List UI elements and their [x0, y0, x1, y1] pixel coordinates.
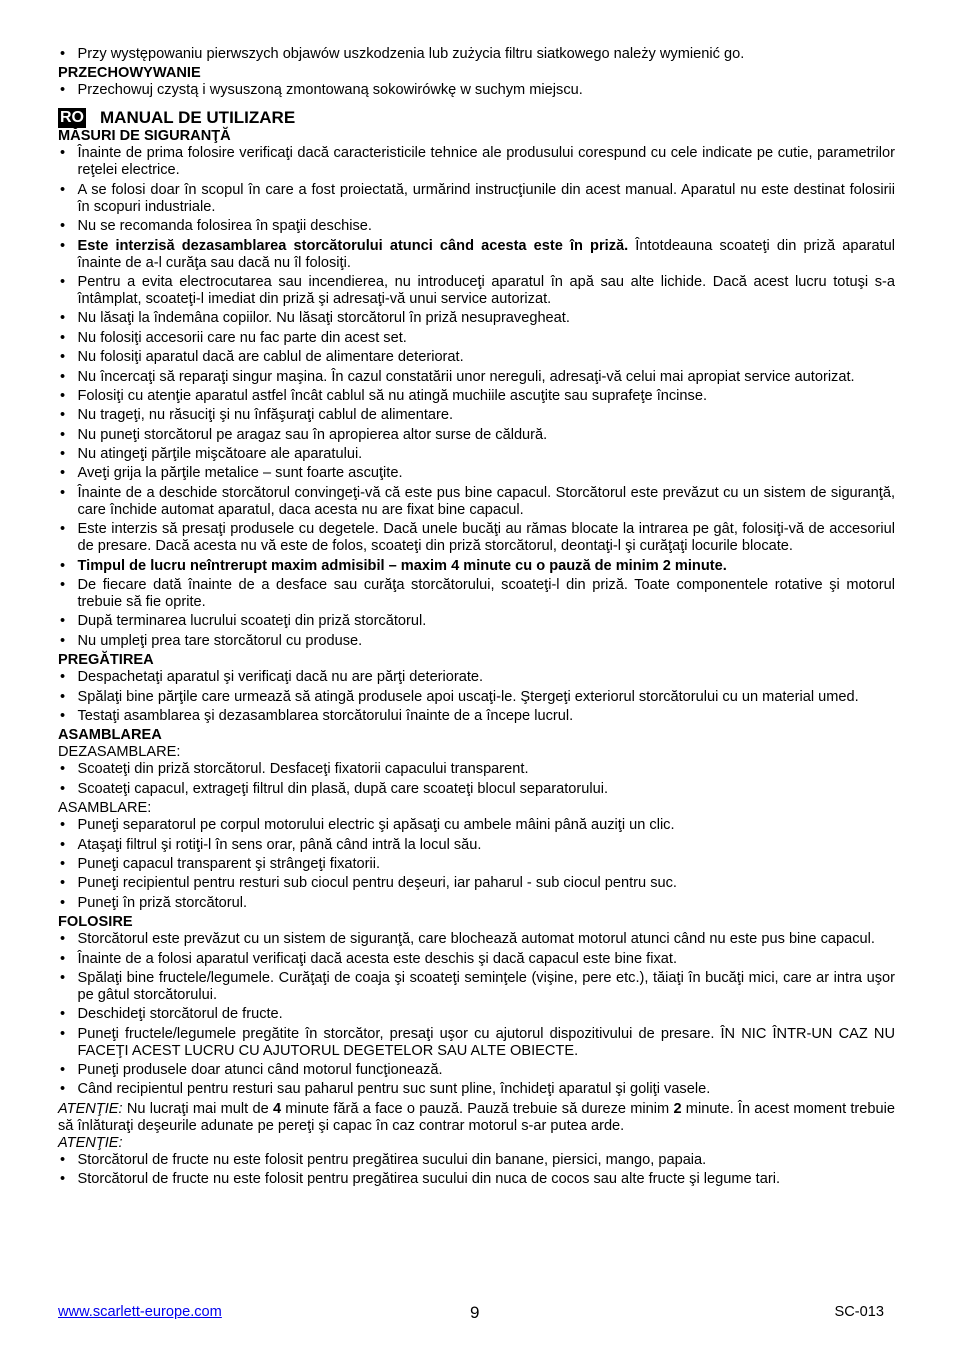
list-item: • Scoateţi din priză storcătorul. Desfaceţi fixatorii capacului transparent.: [58, 761, 895, 778]
attention-paragraph: [58, 1101, 895, 1135]
language-badge: RO: [60, 109, 84, 127]
list-item: • Testaţi asamblarea şi dezasamblarea storcătorului înainte de a începe lucrul.: [58, 708, 895, 725]
list-item: • Deschideţi storcătorul de fructe.: [58, 1006, 895, 1023]
item-text: De fiecare dată înainte de a desface sau curăţa storcătorului, scoateţi-l din priză. Toate componentele rotative şi motorul trebuie să fie oprite.: [77, 577, 895, 611]
page-footer: [58, 1304, 884, 1324]
website-link[interactable]: www.scarlett-europe.com: [58, 1304, 222, 1320]
list-item: • Înainte de a folosi aparatul verificaţi dacă acesta este deschis şi dacă capacul este bine fixat.: [58, 951, 895, 968]
list-item: [58, 274, 895, 308]
list-item: [58, 310, 895, 327]
list-item: • Puneţi produsele doar atunci când motorul funcţionează.: [58, 1062, 895, 1079]
item-text: A se folosi doar în scopul în care a fost proiectată, urmărind instrucţiunile din acest manual. Aparatul nu este destinat folosirii în scopuri industriale.: [77, 181, 895, 215]
attention-text: Nu lucraţi mai mult de: [122, 1100, 273, 1117]
item-text: Nu încercaţi să reparaţi singur maşina. În cazul constatării unor nereguli, adresaţi-vă celui mai apropiat service autorizat.: [77, 368, 855, 385]
manual-title: MANUAL DE UTILIZARE: [100, 108, 296, 128]
item-text: Întotdeauna scoateţi din priză aparatul înainte de a-l curăţa sau dacă nu îl folosiţi.: [77, 237, 895, 271]
subheading-assembly: ASAMBLARE:: [58, 800, 152, 817]
list-item: • Scoateţi capacul, extrageţi filtrul din plasă, după care scoateţi blocul separatorului.: [58, 781, 895, 798]
item-text: Nu lăsaţi la îndemâna copiilor. Nu lăsaţi storcătorul în priză nesupravegheat.: [77, 310, 570, 327]
ro-manual-heading: [58, 108, 895, 128]
item-text: Nu umpleţi prea tare storcătorul cu produse.: [77, 632, 363, 649]
item-text: Înainte de a deschide storcătorul convingeţi-vă că este pus bine capacul. Storcătorul este prevăzut cu un sistem de siguranţă, care închide automat aparatul, daca acesta nu are fixat bine capacul.: [77, 484, 895, 518]
safety-list: [58, 145, 895, 649]
list-item: • Puneţi capacul transparent şi strângeţi fixatorii.: [58, 856, 895, 873]
list-item: [58, 238, 895, 272]
list-item: • Puneţi fructele/legumele pregătite în storcător, presaţi uşor cu ajutorul dispozitivului de presare. ÎN NIC ÎNTR-UN CAZ NU FACEŢI ACEST LUCRU CU AJUTORUL DEGETELOR SAU ALTE OBIECTE.: [58, 1026, 895, 1060]
pl-filter-list: [58, 46, 895, 63]
attention-label: ATENŢIE:: [58, 1100, 123, 1117]
list-item: [58, 218, 895, 235]
list-item: • Przy występowaniu pierwszych objawów uszkodzenia lub zużycia filtru siatkowego należy wymienić go.: [58, 46, 895, 63]
pl-storage-list: [58, 82, 895, 99]
use-list: [58, 931, 895, 1098]
item-text: Este interzis să presaţi produsele cu degetele. Dacă unele bucăţi au rămas blocate la intrarea pe gât, folosiţi-vă de accesoriul de presare. Dacă acesta nu vă este de folos, scoateţi din priză storcătorul, deontaţi-l şi curăţaţi locurile blocate.: [77, 521, 895, 555]
list-item: • Puneţi recipientul pentru resturi sub ciocul pentru deşeuri, iar paharul - sub ciocul pentru suc.: [58, 875, 895, 892]
section-heading-safety: MĂSURI DE SIGURANŢĂ: [58, 128, 231, 145]
item-text: Înainte de prima folosire verificaţi dacă caracteristicile tehnice ale produsului corespund cu cele indicate pe cutie, parametrilor reţelei electrice.: [77, 145, 895, 179]
list-item: [58, 145, 895, 179]
list-item: • Puneţi în priză storcătorul.: [58, 895, 895, 912]
item-text: Nu atingeţi părţile mişcătoare ale aparatului.: [77, 446, 363, 463]
list-item: [58, 613, 895, 630]
item-text: Nu puneţi storcătorul pe aragaz sau în apropierea altor surse de căldură.: [77, 426, 548, 443]
disassembly-list: [58, 761, 895, 797]
list-item: • Przechowuj czystą i wysuszoną zmontowaną sokowirówkę w suchym miejscu.: [58, 82, 895, 99]
attention-list: [58, 1152, 895, 1188]
preparation-list: [58, 669, 895, 725]
list-item: • Spălaţi bine părţile care urmează să atingă produsele apoi uscaţi-le. Ştergeţi exteriorul storcătorului cu un material umed.: [58, 689, 895, 706]
item-text: Nu trageţi, nu răsuciţi şi nu înfăşuraţi cablul de alimentare.: [77, 407, 454, 424]
list-item: [58, 388, 895, 405]
section-heading-assembly: ASAMBLAREA: [58, 727, 162, 744]
attention-minutes-pause: 2: [673, 1100, 682, 1117]
attention-label: ATENŢIE:: [58, 1134, 123, 1151]
attention-text: minute. În acest moment trebuie să înlăturaţi deşeurile adunate pe pereţi şi capac în caz contrar motorul s-ar putea arde.: [58, 1100, 895, 1134]
document-page: [58, 46, 895, 1191]
list-item: [58, 182, 895, 216]
list-item: • Storcătorul de fructe nu este folosit pentru pregătirea sucului din banane, piersici, mango, papaia.: [58, 1152, 895, 1169]
list-item: [58, 330, 895, 347]
list-item: • Puneţi separatorul pe corpul motorului electric şi apăsaţi cu ambele mâini până auziţi un clic.: [58, 817, 895, 834]
list-item: • Despachetaţi aparatul şi verificaţi dacă nu are părţi deteriorate.: [58, 669, 895, 686]
assembly-list: [58, 817, 895, 912]
item-text: Nu folosiţi accesorii care nu fac parte din acest set.: [77, 329, 407, 346]
list-item: • Ataşaţi filtrul şi rotiţi-l în sens orar, până când intră la locul său.: [58, 837, 895, 854]
bold-text: Este interzisă dezasamblarea storcătorului atunci când acesta este în priză.: [77, 237, 629, 254]
page-number: 9: [470, 1303, 480, 1322]
list-item: [58, 407, 895, 424]
item-text: Nu folosiţi aparatul dacă are cablul de alimentare deteriorat.: [77, 349, 464, 366]
list-item: • Storcătorul de fructe nu este folosit pentru pregătirea sucului din nuca de cocos sau alte fructe şi legume tari.: [58, 1171, 895, 1188]
item-text: Nu se recomanda folosirea în spaţii deschise.: [77, 218, 372, 235]
list-item: • Spălaţi bine fructele/legumele. Curăţaţi de coaja şi scoateţi seminţele (vişine, pere etc.), tăiaţi în bucăţi mici, care ar intra uşor pe gâtul storcătorului.: [58, 970, 895, 1004]
list-item: [58, 427, 895, 444]
attention-minutes-max: 4: [272, 1100, 282, 1117]
item-text: După terminarea lucrului scoateţi din priză storcătorul.: [77, 613, 427, 630]
list-item: [58, 558, 895, 575]
section-heading-use: FOLOSIRE: [58, 914, 133, 931]
list-item: [58, 577, 895, 611]
subheading-disassembly: DEZASAMBLARE:: [58, 744, 181, 761]
list-item: [58, 465, 895, 482]
list-item: [58, 633, 895, 650]
section-heading-preparation: PREGĂTIREA: [58, 652, 154, 669]
model-code: SC-013: [834, 1304, 884, 1320]
list-item: [58, 369, 895, 386]
section-heading-storage: PRZECHOWYWANIE: [58, 65, 201, 82]
item-text: Folosiţi cu atenţie aparatul astfel încât cablul să nu atingă muchiile ascuţite sau suprafeţe încinse.: [77, 387, 708, 404]
item-text: Aveţi grija la părţile metalice – sunt foarte ascuţite.: [77, 465, 403, 482]
attention-text: minute fără a face o pauză. Pauză trebuie să dureze minim: [281, 1100, 674, 1117]
list-item: [58, 485, 895, 519]
item-text: Pentru a evita electrocutarea sau incendierea, nu introduceţi aparatul în apă sau alte lichide. Dacă acest lucru totuşi s-a întâmplat, scoateţi-l imediat din priză şi adresaţi-vă unui service autorizat.: [77, 273, 895, 307]
list-item: [58, 521, 895, 555]
list-item: • Storcătorul este prevăzut cu un sistem de siguranţă, care blochează automat motorul atunci când nu este pus bine capacul.: [58, 931, 895, 948]
list-item: [58, 446, 895, 463]
bold-text: Timpul de lucru neîntrerupt maxim admisibil – maxim 4 minute cu o pauză de minim 2 minute.: [77, 557, 727, 574]
list-item: [58, 349, 895, 366]
list-item: • Când recipientul pentru resturi sau paharul pentru suc sunt pline, închideţi aparatul şi goliţi vasele.: [58, 1081, 895, 1098]
attention-label-2: [58, 1135, 895, 1152]
